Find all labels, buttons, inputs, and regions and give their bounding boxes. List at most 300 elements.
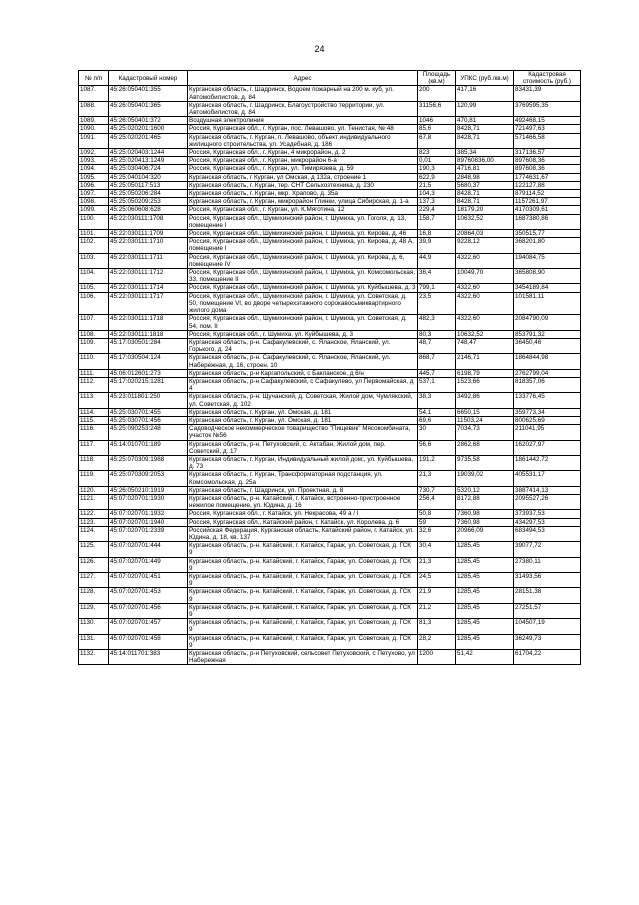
cell-cadastral-value: 1774631,67 bbox=[514, 173, 581, 181]
cell-address: Россия, Курганская обл., Шумихинский район, г. Шумиха, ул. Кирова, д. 46 bbox=[188, 230, 418, 238]
table-row bbox=[79, 557, 581, 572]
table-row bbox=[79, 338, 581, 353]
table-row bbox=[79, 133, 581, 148]
cell-area: 69,6 bbox=[418, 416, 456, 424]
cell-cadastral-number: 45:07:020701:1932 bbox=[109, 510, 188, 518]
cell-cadastral-value: 39077,72 bbox=[514, 542, 581, 557]
cell-address: Курганская область, р-н. Катайский, г. Катайск, Гараж, ул. Советская, д. ГСК 9 bbox=[188, 573, 418, 588]
cell-cadastral-number: 45:25:070309:1988 bbox=[109, 455, 188, 470]
cell-upks: 1285,45 bbox=[456, 542, 514, 557]
cell-area: 81,3 bbox=[418, 619, 456, 634]
table-row bbox=[79, 510, 581, 518]
table-row bbox=[79, 284, 581, 292]
table-row bbox=[79, 315, 581, 330]
cell-cadastral-value: 194084,75 bbox=[514, 253, 581, 268]
cell-row-number: 1094. bbox=[79, 165, 109, 173]
cell-area: 799,1 bbox=[418, 284, 456, 292]
table-row bbox=[79, 603, 581, 618]
cell-cadastral-value: 61704,22 bbox=[514, 650, 581, 665]
cell-upks: 7034,73 bbox=[456, 425, 514, 440]
table-row bbox=[79, 486, 581, 494]
cell-area: 537,1 bbox=[418, 377, 456, 392]
cell-address: Курганская область, г. Шадринск, Благоустройство территории, ул. Автомобилистов, д. 84 bbox=[188, 101, 418, 116]
table-row bbox=[79, 230, 581, 238]
cell-cadastral-value: 365808,90 bbox=[514, 269, 581, 284]
table-row bbox=[79, 181, 581, 189]
cell-area: 21,2 bbox=[418, 603, 456, 618]
cell-cadastral-value: 101581,11 bbox=[514, 292, 581, 315]
cell-row-number: 1124. bbox=[79, 526, 109, 541]
table-row bbox=[79, 214, 581, 229]
cell-row-number: 1120. bbox=[79, 486, 109, 494]
cell-cadastral-number: 45:06:012601:273 bbox=[109, 369, 188, 377]
cell-area: 104,3 bbox=[418, 190, 456, 198]
cell-cadastral-value: 1687380,86 bbox=[514, 214, 581, 229]
cell-cadastral-value: 133776,45 bbox=[514, 393, 581, 408]
cell-cadastral-number: 45:07:020701:456 bbox=[109, 603, 188, 618]
cell-cadastral-value: 571466,58 bbox=[514, 133, 581, 148]
cell-upks: 748,47 bbox=[456, 338, 514, 353]
cell-address: Курганская область, г. Курган, Трансформаторная подстанция, ул. Комсомольская, д. 25а bbox=[188, 471, 418, 486]
cell-cadastral-number: 45:17:030504:124 bbox=[109, 354, 188, 369]
cell-cadastral-number: 45:22:030111:1718 bbox=[109, 315, 188, 330]
cell-address: Курганская область, г. Курган, ул. Омская, д. 181 bbox=[188, 416, 418, 424]
cell-upks: 8428,71 bbox=[456, 133, 514, 148]
cell-address: Курганская область, р-н. Катайский, г. Катайск, Гараж, ул. Советская, д. ГСК 9 bbox=[188, 619, 418, 634]
cell-area: 80,3 bbox=[418, 330, 456, 338]
cell-upks: 4716,81 bbox=[456, 165, 514, 173]
cell-upks: 2862,68 bbox=[456, 440, 514, 455]
table-row bbox=[79, 253, 581, 268]
cell-upks: 4322,60 bbox=[456, 292, 514, 315]
cell-upks: 9735,58 bbox=[456, 455, 514, 470]
cell-cadastral-value: 211041,95 bbox=[514, 425, 581, 440]
cell-upks: 6198,79 bbox=[456, 369, 514, 377]
cell-area: 730,7 bbox=[418, 486, 456, 494]
cell-address: Россия, Курганская обл., Шумихинский район, г. Шумиха, ул. Гоголя, д. 13, помещение I bbox=[188, 214, 418, 229]
cell-cadastral-number: 45:25:050209:253 bbox=[109, 198, 188, 206]
table-row bbox=[79, 101, 581, 116]
cell-address: Курганская область, р-н. Катайский, г. Катайск, Гараж, ул. Советская, д. ГСК 9 bbox=[188, 634, 418, 649]
cell-upks: 18179,20 bbox=[456, 206, 514, 214]
cell-row-number: 1090. bbox=[79, 125, 109, 133]
cell-cadastral-number: 45:17:020215:1281 bbox=[109, 377, 188, 392]
cell-row-number: 1122. bbox=[79, 510, 109, 518]
cell-area: 50,8 bbox=[418, 510, 456, 518]
cell-row-number: 1119. bbox=[79, 471, 109, 486]
cell-address: Курганская область, р-н. Катайский, г. Катайск, Гараж, ул. Советская, д. ГСК 9 bbox=[188, 542, 418, 557]
cell-address: Россия, Курганская обл., Шумихинский район, г. Шумиха, ул. Советская, д. 54, пом. II bbox=[188, 315, 418, 330]
cell-cadastral-value: 162027,97 bbox=[514, 440, 581, 455]
cell-address: Курганская область, р-н Сафакулевский, с Сафакулево, ул Первомайская, д 4 bbox=[188, 377, 418, 392]
cell-cadastral-value: 1157261,97 bbox=[514, 198, 581, 206]
table-row bbox=[79, 526, 581, 541]
cell-cadastral-number: 45:14:011701:383 bbox=[109, 650, 188, 665]
cell-cadastral-number: 45:22:030111:1712 bbox=[109, 269, 188, 284]
table-row bbox=[79, 369, 581, 377]
table-row bbox=[79, 354, 581, 369]
cell-row-number: 1132. bbox=[79, 650, 109, 665]
cell-row-number: 1093. bbox=[79, 157, 109, 165]
table-row bbox=[79, 173, 581, 181]
cell-row-number: 1092. bbox=[79, 149, 109, 157]
cell-row-number: 1105. bbox=[79, 284, 109, 292]
table-row bbox=[79, 440, 581, 455]
table-row bbox=[79, 149, 581, 157]
cell-cadastral-number: 45:25:020403:1244 bbox=[109, 149, 188, 157]
table-row bbox=[79, 542, 581, 557]
cell-cadastral-value: 434297,53 bbox=[514, 518, 581, 526]
cell-upks: 8428,71 bbox=[456, 198, 514, 206]
table-row bbox=[79, 619, 581, 634]
cell-row-number: 1089. bbox=[79, 117, 109, 125]
table-row bbox=[79, 125, 581, 133]
table-row bbox=[79, 425, 581, 440]
cell-address: Россия, Курганская обл., г. Курган, 4 микрорайон, д. 2 bbox=[188, 149, 418, 157]
cell-upks: 7360,98 bbox=[456, 510, 514, 518]
cell-area: 23,5 bbox=[418, 292, 456, 315]
cell-cadastral-value: 3454189,84 bbox=[514, 284, 581, 292]
cell-row-number: 1110. bbox=[79, 354, 109, 369]
cell-row-number: 1088. bbox=[79, 101, 109, 116]
cell-upks: 1285,45 bbox=[456, 573, 514, 588]
cell-cadastral-number: 45:07:020701:1930 bbox=[109, 494, 188, 509]
cell-cadastral-number: 45:22:030111:1710 bbox=[109, 238, 188, 253]
cell-cadastral-value: 1861442,72 bbox=[514, 455, 581, 470]
cell-row-number: 1121. bbox=[79, 494, 109, 509]
cell-row-number: 1108. bbox=[79, 330, 109, 338]
cell-area: 445,7 bbox=[418, 369, 456, 377]
header-cadastral-value: Кадастровая стоимость (руб.) bbox=[514, 71, 581, 86]
cell-row-number: 1130. bbox=[79, 619, 109, 634]
cell-address: Курганская область, р-н. Петуховский, с. Актабан, Жилой дом, пер. Советский, д. 17 bbox=[188, 440, 418, 455]
table-row bbox=[79, 206, 581, 214]
cell-address: Российская Федерация, Курганская область, Катайский район, г. Катайск, ул. Юдина, д. 18, кв. 137 bbox=[188, 526, 418, 541]
cell-cadastral-number: 45:25:050206:284 bbox=[109, 190, 188, 198]
cell-cadastral-number: 45:07:020701:2339 bbox=[109, 526, 188, 541]
cell-row-number: 1114. bbox=[79, 408, 109, 416]
cell-area: 24,5 bbox=[418, 573, 456, 588]
cell-address: Россия, Курганская обл., Шумихинский район, г. Шумиха, ул. Советская, д. 50, помещение VI, во дворе четырехэтажного сорокавосьмиквартирного жилого дома bbox=[188, 292, 418, 315]
cell-row-number: 1102. bbox=[79, 238, 109, 253]
cell-address: Садоводческое некоммерческое товарищество "Пищевик" Мясокомбината, участок №56 bbox=[188, 425, 418, 440]
cell-cadastral-value: 36450,46 bbox=[514, 338, 581, 353]
cell-cadastral-value: 492468,15 bbox=[514, 117, 581, 125]
cell-address: Россия, Курганская обл., Шумихинский район, г. Шумиха, ул. Комсомольская, 33, помещение II bbox=[188, 269, 418, 284]
cell-cadastral-number: 45:25:030406:724 bbox=[109, 165, 188, 173]
header-address: Адрес bbox=[188, 71, 418, 86]
cell-upks: 6650,15 bbox=[456, 408, 514, 416]
cell-row-number: 1118. bbox=[79, 455, 109, 470]
cell-upks: 4322,60 bbox=[456, 253, 514, 268]
cell-row-number: 1123. bbox=[79, 518, 109, 526]
cell-address: Курганская область, р-н Каргапольский, с Бакланское, д 6/н bbox=[188, 369, 418, 377]
page-number: 24 bbox=[314, 44, 325, 54]
cell-row-number: 1095. bbox=[79, 173, 109, 181]
cell-area: 21,5 bbox=[418, 181, 456, 189]
cell-area: 158,7 bbox=[418, 214, 456, 229]
cell-cadastral-number: 45:25:030701:456 bbox=[109, 416, 188, 424]
cell-cadastral-value: 4170309,61 bbox=[514, 206, 581, 214]
cell-upks: 417,16 bbox=[456, 86, 514, 101]
cell-cadastral-value: 350515,77 bbox=[514, 230, 581, 238]
cell-row-number: 1117. bbox=[79, 440, 109, 455]
cell-cadastral-number: 45:14:010701:189 bbox=[109, 440, 188, 455]
cell-area: 56,6 bbox=[418, 440, 456, 455]
cell-upks: 1285,45 bbox=[456, 557, 514, 572]
cell-area: 190,3 bbox=[418, 165, 456, 173]
header-row-number: № п/п bbox=[79, 71, 109, 86]
cell-cadastral-number: 45:07:020701:449 bbox=[109, 557, 188, 572]
cell-address: Курганская область, р-н. Щучанский, д. Советская, Жилой дом, Чумлякский, ул. Советская, д. 102 bbox=[188, 393, 418, 408]
cell-address: Курганская область, г. Курган, п. Левашово, объект индивидуального жилищного строительства, ул. Усадебная, д. 186 bbox=[188, 133, 418, 148]
table-row bbox=[79, 518, 581, 526]
cell-address: Россия, Курганская обл., г. Курган, микрорайон 6-а bbox=[188, 157, 418, 165]
cell-cadastral-value: 31493,56 bbox=[514, 573, 581, 588]
cell-row-number: 1104. bbox=[79, 269, 109, 284]
cell-cadastral-number: 45:25:040104:320 bbox=[109, 173, 188, 181]
cell-cadastral-number: 45:26:050401:355 bbox=[109, 86, 188, 101]
table-row bbox=[79, 455, 581, 470]
cell-address: Россия, Курганская обл., г. Курган, ул. Тимирязева, д. 59 bbox=[188, 165, 418, 173]
cell-cadastral-number: 45:22:030111:1709 bbox=[109, 230, 188, 238]
cell-address: Курганская область, р-н. Катайский, г. Катайск, Гараж, ул. Советская, д. ГСК 9 bbox=[188, 557, 418, 572]
cell-cadastral-value: 800625,69 bbox=[514, 416, 581, 424]
cell-row-number: 1087. bbox=[79, 86, 109, 101]
cell-area: 30,4 bbox=[418, 542, 456, 557]
cell-cadastral-value: 683494,53 bbox=[514, 526, 581, 541]
cell-cadastral-number: 45:23:011801:250 bbox=[109, 393, 188, 408]
cell-upks: 19039,02 bbox=[456, 471, 514, 486]
cell-cadastral-value: 27251,57 bbox=[514, 603, 581, 618]
table-row bbox=[79, 471, 581, 486]
cell-cadastral-number: 45:26:050401:372 bbox=[109, 117, 188, 125]
cell-cadastral-number: 45:07:020701:444 bbox=[109, 542, 188, 557]
cell-row-number: 1101. bbox=[79, 230, 109, 238]
cell-address: Курганская область, г. Курган, ул. Омская, д. 181 bbox=[188, 408, 418, 416]
cell-cadastral-value: 27380,11 bbox=[514, 557, 581, 572]
cell-upks: 51,42 bbox=[456, 650, 514, 665]
cell-upks: 10632,52 bbox=[456, 214, 514, 229]
cell-address: Россия, Курганская обл., Шумихинский район, г. Шумиха, ул. Кирова, д. 6, помещение IV bbox=[188, 253, 418, 268]
cell-row-number: 1100. bbox=[79, 214, 109, 229]
table-row bbox=[79, 408, 581, 416]
table-row bbox=[79, 157, 581, 165]
cadastral-value-table bbox=[78, 70, 581, 665]
cell-area: 32,6 bbox=[418, 526, 456, 541]
cell-area: 36,4 bbox=[418, 269, 456, 284]
cell-upks: 8172,88 bbox=[456, 494, 514, 509]
header-cadastral-number: Кадастровый номер bbox=[109, 71, 188, 86]
cell-cadastral-number: 45:07:020701:451 bbox=[109, 573, 188, 588]
cell-row-number: 1111. bbox=[79, 369, 109, 377]
cell-row-number: 1098. bbox=[79, 198, 109, 206]
cell-area: 16,8 bbox=[418, 230, 456, 238]
cell-upks: 4322,60 bbox=[456, 315, 514, 330]
cell-cadastral-number: 45:22:030111:1714 bbox=[109, 284, 188, 292]
cell-upks: 1285,45 bbox=[456, 619, 514, 634]
cell-row-number: 1109. bbox=[79, 338, 109, 353]
cell-address: Россия, Курганская обл., г. Курган, ул. К.Мяготина, 12 bbox=[188, 206, 418, 214]
cell-area: 622,9 bbox=[418, 173, 456, 181]
cell-area: 30 bbox=[418, 425, 456, 440]
table-row bbox=[79, 238, 581, 253]
header-upks: УПКС (руб./кв.м) bbox=[456, 71, 514, 86]
cell-cadastral-value: 2095527,26 bbox=[514, 494, 581, 509]
cell-address: Курганская область, г. Курган, Индивидуальный жилой дом;, ул. Куйбышева, д. 73 bbox=[188, 455, 418, 470]
cell-cadastral-number: 45:07:020701:457 bbox=[109, 619, 188, 634]
cell-cadastral-number: 45:07:020701:458 bbox=[109, 634, 188, 649]
cell-area: 868,7 bbox=[418, 354, 456, 369]
cell-row-number: 1131. bbox=[79, 634, 109, 649]
cell-area: 31156,6 bbox=[418, 101, 456, 116]
cell-cadastral-number: 45:17:030501:284 bbox=[109, 338, 188, 353]
cell-upks: 10632,52 bbox=[456, 330, 514, 338]
cell-cadastral-value: 853791,32 bbox=[514, 330, 581, 338]
cell-area: 21,3 bbox=[418, 557, 456, 572]
cell-cadastral-value: 104507,19 bbox=[514, 619, 581, 634]
cell-row-number: 1116. bbox=[79, 425, 109, 440]
table-row bbox=[79, 416, 581, 424]
cell-cadastral-value: 359773,34 bbox=[514, 408, 581, 416]
cell-cadastral-number: 45:25:070309:2053 bbox=[109, 471, 188, 486]
cell-row-number: 1127. bbox=[79, 573, 109, 588]
cell-area: 48,7 bbox=[418, 338, 456, 353]
table-row bbox=[79, 494, 581, 509]
table-row bbox=[79, 190, 581, 198]
cell-upks: 20966,09 bbox=[456, 526, 514, 541]
cell-address: Курганская область, р-н Петуховский, сельсовет Петуховский, с Петухово, ул Набережная bbox=[188, 650, 418, 665]
cell-area: 1200 bbox=[418, 650, 456, 665]
cell-address: Курганская область, г Курган, ул Омская, д 132а, строение 1 bbox=[188, 173, 418, 181]
cell-area: 85,6 bbox=[418, 125, 456, 133]
cell-address: Курганская область, р-н. Катайский, г. Катайск, встроенно-пристроенное нежилое помещение, ул. Юдина, д. 16 bbox=[188, 494, 418, 509]
cell-area: 44,9 bbox=[418, 253, 456, 268]
cell-cadastral-number: 45:25:050117:513 bbox=[109, 181, 188, 189]
cell-row-number: 1103. bbox=[79, 253, 109, 268]
cell-area: 137,3 bbox=[418, 198, 456, 206]
table-header-row bbox=[79, 71, 581, 86]
cell-upks: 5680,37 bbox=[456, 181, 514, 189]
cell-upks: 8428,71 bbox=[456, 125, 514, 133]
cell-upks: 1285,45 bbox=[456, 588, 514, 603]
cell-upks: 7360,98 bbox=[456, 518, 514, 526]
cell-cadastral-value: 368201,80 bbox=[514, 238, 581, 253]
cell-area: 39,9 bbox=[418, 238, 456, 253]
cell-upks: 1285,45 bbox=[456, 634, 514, 649]
cell-cadastral-value: 405531,17 bbox=[514, 471, 581, 486]
table-row bbox=[79, 573, 581, 588]
cell-cadastral-number: 45:22:030111:1711 bbox=[109, 253, 188, 268]
cell-address: Курганская область, р-н. Катайский, г. Катайск, Гараж, ул. Советская, д. ГСК 9 bbox=[188, 588, 418, 603]
cell-upks: 1285,45 bbox=[456, 603, 514, 618]
table-row bbox=[79, 650, 581, 665]
table-row bbox=[79, 198, 581, 206]
cell-upks: 2146,71 bbox=[456, 354, 514, 369]
table-row bbox=[79, 292, 581, 315]
cell-upks: 9228,12 bbox=[456, 238, 514, 253]
cell-cadastral-number: 45:25:030701:455 bbox=[109, 408, 188, 416]
cell-upks: 89760836,00 bbox=[456, 157, 514, 165]
table-row bbox=[79, 634, 581, 649]
cell-row-number: 1115. bbox=[79, 416, 109, 424]
cell-row-number: 1126. bbox=[79, 557, 109, 572]
table-row bbox=[79, 86, 581, 101]
cell-area: 229,4 bbox=[418, 206, 456, 214]
cell-row-number: 1113. bbox=[79, 393, 109, 408]
cell-cadastral-number: 45:25:020201:465 bbox=[109, 133, 188, 148]
cell-cadastral-value: 122127,88 bbox=[514, 181, 581, 189]
cell-address: Курганская область, г. Шадринск, Водоем пожарный на 200 м. куб, ул. Автомобилистов, д. 84 bbox=[188, 86, 418, 101]
cell-area: 256,4 bbox=[418, 494, 456, 509]
cell-area: 21,9 bbox=[418, 588, 456, 603]
cell-area: 28,2 bbox=[418, 634, 456, 649]
cell-upks: 1523,66 bbox=[456, 377, 514, 392]
cell-address: Россия, Курганская обл., г. Шумиха, ул. Куйбышева, д. 3 bbox=[188, 330, 418, 338]
cell-upks: 3492,86 bbox=[456, 393, 514, 408]
table-row bbox=[79, 393, 581, 408]
cell-address: Россия, Курганская обл., Шумихинский район, г. Шумиха, ул. Кирова, д. 48 А, помещение I bbox=[188, 238, 418, 253]
cell-row-number: 1112. bbox=[79, 377, 109, 392]
cell-cadastral-value: 3887414,13 bbox=[514, 486, 581, 494]
cell-cadastral-value: 83431,39 bbox=[514, 86, 581, 101]
cell-cadastral-value: 3769595,35 bbox=[514, 101, 581, 116]
cell-area: 54,1 bbox=[418, 408, 456, 416]
cell-area: 21,3 bbox=[418, 471, 456, 486]
cell-cadastral-number: 45:25:090253:248 bbox=[109, 425, 188, 440]
cell-upks: 11503,24 bbox=[456, 416, 514, 424]
cell-cadastral-number: 45:22:030111:1708 bbox=[109, 214, 188, 229]
cell-cadastral-value: 2762799,04 bbox=[514, 369, 581, 377]
cell-row-number: 1125. bbox=[79, 542, 109, 557]
cell-area: 823 bbox=[418, 149, 456, 157]
cell-address: Курганская область, г. Шадринск, ул. Проектная, д. 8 bbox=[188, 486, 418, 494]
cell-area: 200 bbox=[418, 86, 456, 101]
cell-cadastral-value: 36249,73 bbox=[514, 634, 581, 649]
cell-cadastral-number: 45:22:030111:1818 bbox=[109, 330, 188, 338]
cell-address: Россия, Курганская обл., Шумихинский район, г. Шумиха, ул. Куйбышева, д. 3 bbox=[188, 284, 418, 292]
header-area: Площадь (кв.м) bbox=[418, 71, 456, 86]
cell-row-number: 1091. bbox=[79, 133, 109, 148]
cell-area: 482,3 bbox=[418, 315, 456, 330]
cell-cadastral-number: 45:07:020701:1940 bbox=[109, 518, 188, 526]
cell-cadastral-value: 28151,38 bbox=[514, 588, 581, 603]
cell-cadastral-value: 818357,06 bbox=[514, 377, 581, 392]
cell-row-number: 1097. bbox=[79, 190, 109, 198]
cell-area: 0,01 bbox=[418, 157, 456, 165]
table-row bbox=[79, 377, 581, 392]
cell-address: Курганская область, р-н. Катайский, г. Катайск, Гараж, ул. Советская, д. ГСК 9 bbox=[188, 603, 418, 618]
cell-upks: 8428,71 bbox=[456, 190, 514, 198]
cell-cadastral-number: 45:25:060608:628 bbox=[109, 206, 188, 214]
cell-address: Курганская область, г. Курган, микрорайон Глинки, улица Сибирская, д. 1-а bbox=[188, 198, 418, 206]
cell-address: Курганская область, г. Курган, мкр. Храпово, д. 35а bbox=[188, 190, 418, 198]
cell-upks: 10049,70 bbox=[456, 269, 514, 284]
table-row bbox=[79, 588, 581, 603]
cell-area: 1046 bbox=[418, 117, 456, 125]
cell-upks: 470,81 bbox=[456, 117, 514, 125]
cell-cadastral-number: 45:26:050210:1919 bbox=[109, 486, 188, 494]
cell-cadastral-value: 2084790,09 bbox=[514, 315, 581, 330]
cell-area: 67,8 bbox=[418, 133, 456, 148]
cell-row-number: 1096. bbox=[79, 181, 109, 189]
cell-cadastral-value: 721497,63 bbox=[514, 125, 581, 133]
cell-cadastral-number: 45:07:020701:453 bbox=[109, 588, 188, 603]
cell-cadastral-number: 45:22:030111:1717 bbox=[109, 292, 188, 315]
cell-row-number: 1099. bbox=[79, 206, 109, 214]
table-row bbox=[79, 269, 581, 284]
cell-upks: 20864,03 bbox=[456, 230, 514, 238]
